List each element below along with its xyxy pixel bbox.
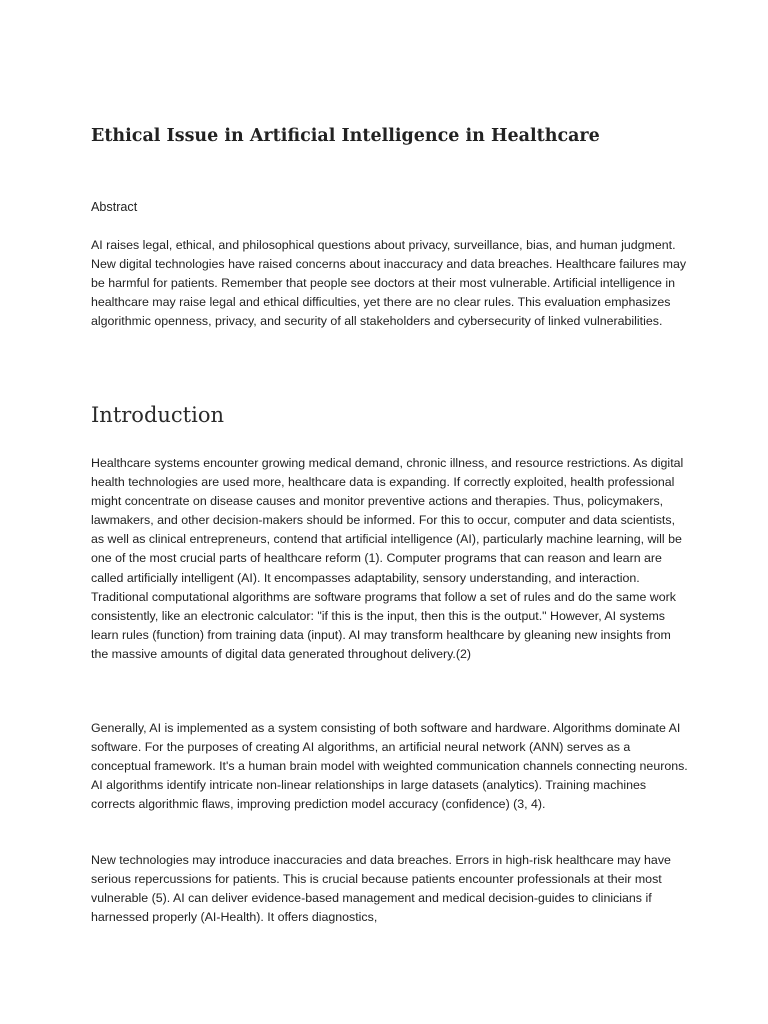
document-title: Ethical Issue in Artificial Intelligence in Healthcare (91, 126, 600, 146)
intro-paragraph-1: Healthcare systems encounter growing medical demand, chronic illness, and resource restrictions. As digital health technologies are used more, healthcare data is expanding. If correctly exploited, health professional might concentrate on disease causes and monitor preventive actions and therapies. Thus, policymakers, lawmakers, and other decision-makers should be informed. For this to occur, computer and data scientists, as well as clinical entrepreneurs, contend that artificial intelligence (AI), particularly machine learning, will be one of the most crucial parts of healthcare reform (1). Computer programs that can reason and learn are called artificially intelligent (AI). It encompasses adaptability, sensory understanding, and interaction. Traditional computational algorithms are software programs that follow a set of rules and do the same work consistently, like an electronic calculator: "if this is the input, then this is the output." However, AI systems learn rules (function) from training data (input). AI may transform healthcare by gleaning new insights from the massive amounts of digital data generated throughout delivery.(2) (91, 456, 684, 661)
section-heading-introduction: Introduction (91, 403, 224, 427)
abstract-label: Abstract (91, 200, 138, 214)
abstract-paragraph: AI raises legal, ethical, and philosophical questions about privacy, surveillance, bias, and human judgment. New digital technologies have raised concerns about inaccuracy and data breaches. Healthcare failures may be harmful for patients. Remember that people see doctors at their most vulnerable. Artificial intelligence in healthcare may raise legal and ethical difficulties, yet there are no clear rules. This evaluation emphasizes algorithmic openness, privacy, and security of all stakeholders and cybersecurity of linked vulnerabilities. (91, 238, 687, 329)
intro-paragraph-2: Generally, AI is implemented as a system consisting of both software and hardware. Algorithms dominate AI software. For the purposes of creating AI algorithms, an artificial neural network (ANN) serves as a conceptual framework. It's a human brain model with weighted communication channels connecting neurons. AI algorithms identify intricate non-linear relationships in large datasets (analytics). Training machines corrects algorithmic flaws, improving prediction model accuracy (confidence) (3, 4). (91, 721, 688, 812)
intro-paragraph-3: New technologies may introduce inaccuracies and data breaches. Errors in high-risk healthcare may have serious repercussions for patients. This is crucial because patients encounter professionals at their most vulnerable (5). AI can deliver evidence-based management and medical decision-guides to clinicians if harnessed properly (AI-Health). It offers diagnostics, (91, 853, 671, 925)
